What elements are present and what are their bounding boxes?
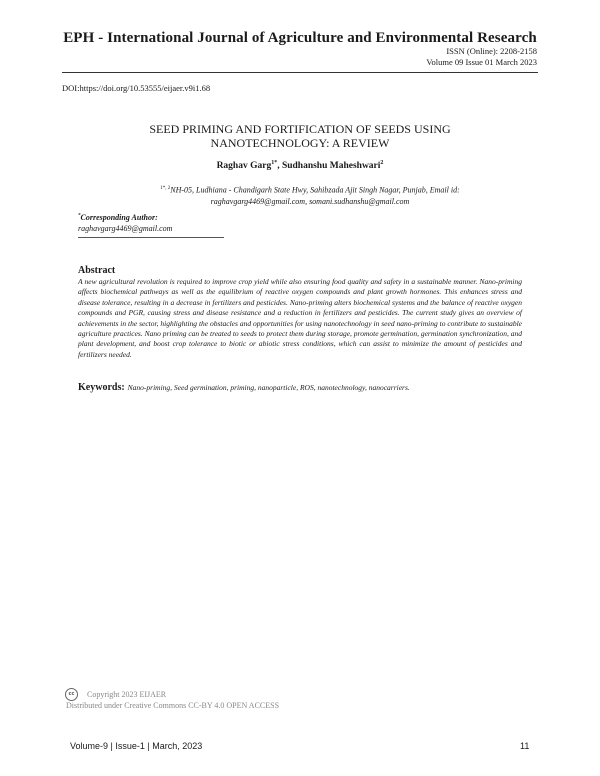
- page-number: 11: [520, 741, 530, 751]
- corresponding-divider: [78, 237, 224, 238]
- paper-title: [0, 122, 600, 150]
- footer-issue-info: Volume-9 | Issue-1 | March, 2023: [70, 741, 203, 751]
- corresponding-author-label: [78, 213, 158, 222]
- author-1: Raghav Garg: [216, 161, 272, 172]
- paper-title-line2: NANOTECHNOLOGY: A REVIEW: [210, 136, 390, 150]
- author-list: [0, 160, 600, 171]
- doi-link[interactable]: DOI:https://doi.org/10.53555/eijaer.v9i1.68: [62, 83, 211, 93]
- author-2: Sudhanshu Maheshwari: [281, 161, 381, 172]
- affiliation-marker: 1*, 2: [160, 186, 171, 191]
- author-2-affiliation: 2: [380, 160, 384, 166]
- keywords-list: Nano-priming, Seed germination, priming, nanoparticle, ROS, nanotechnology, nanocarriers.: [127, 383, 410, 392]
- corresponding-author-email[interactable]: raghavgarg4469@gmail.com: [78, 224, 173, 233]
- keywords-label: Keywords:: [78, 382, 125, 393]
- copyright-notice: Copyright 2023 EIJAER: [87, 690, 167, 699]
- header-divider: [62, 72, 538, 73]
- issn: ISSN (Online): 2208-2158: [446, 46, 537, 56]
- volume-info: Volume 09 Issue 01 March 2023: [426, 57, 537, 67]
- paper-title-line1: SEED PRIMING AND FORTIFICATION OF SEEDS USING: [149, 122, 451, 136]
- journal-title: EPH - International Journal of Agriculture and Environmental Research: [63, 30, 537, 46]
- license-notice: Distributed under Creative Commons CC-BY 4.0 OPEN ACCESS: [66, 701, 280, 710]
- author-separator: ,: [277, 161, 282, 172]
- creative-commons-icon: cc: [65, 688, 78, 701]
- keywords: [78, 382, 528, 393]
- affiliation-emails[interactable]: raghavgarg4469@gmail.com, somani.sudhanshu@gmail.com: [210, 196, 410, 206]
- author-1-affiliation: 1*: [271, 160, 278, 166]
- affiliation-address: NH-05, Ludhiana - Chandigarh State Hwy, Sahibzada Ajit Singh Nagar, Punjab, Email id:: [170, 185, 460, 195]
- affiliation: [160, 183, 460, 207]
- abstract-heading: Abstract: [78, 265, 116, 276]
- abstract-text: A new agricultural revolution is required to improve crop yield while also ensuring food quality and safety in a sustainable manner. Nano-priming affects biochemical pathways as well as the equilibrium of reactive oxygen compounds and plant growth hormones. This enhances stress and disease tolerance, resulting in a decrease in fertilizers and pesticides. Nano-priming alters biochemical systems and the balance of reactive oxygen compounds and PGR, causing stress and disease resistance and a reduction in fertilizers and pesticides. The current study gives an overview of achievements in the sector, highlighting the obstacles and opportunities for using nanotechnology in seed nano-priming to contribute to sustainable agriculture practices. Nano priming can be treated to seeds to protect them during storage, promote germination, germination synchronization, and plant development, and boost crop tolerance to biotic or abiotic stress conditions, which can assist to minimize the amount of pesticides and fertilizers needed.: [78, 277, 522, 359]
- corresponding-label-text: Corresponding Author:: [80, 213, 158, 222]
- corresponding-marker: *: [78, 213, 81, 219]
